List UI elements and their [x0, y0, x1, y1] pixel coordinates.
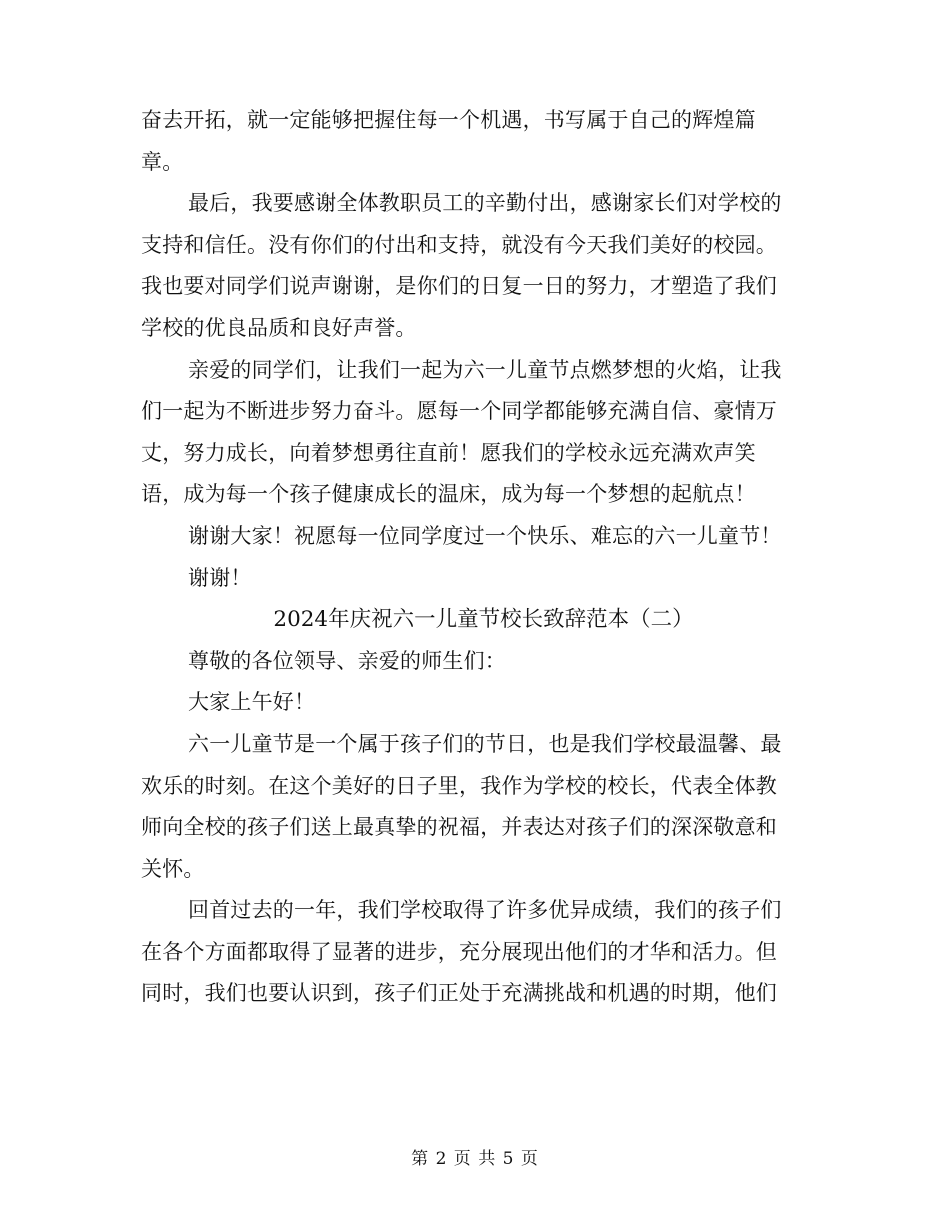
text-line: 谢谢大家！祝愿每一位同学度过一个快乐、难忘的六一儿童节！: [188, 523, 782, 548]
text-line: 谢谢！: [188, 565, 252, 590]
text-line: 尊敬的各位领导、亲爱的师生们：: [188, 648, 506, 673]
section-title: 2024年庆祝六一儿童节校长致辞范本（二）: [273, 607, 694, 633]
text-line: 丈，努力成长，向着梦想勇往直前！愿我们的学校永远充满欢声笑: [141, 440, 756, 465]
text-line: 同时，我们也要认识到，孩子们正处于充满挑战和机遇的时期，他们: [141, 981, 777, 1006]
text-line: 们一起为不断进步努力奋斗。愿每一个同学都能够充满自信、豪情万: [141, 399, 777, 424]
text-line: 六一儿童节是一个属于孩子们的节日，也是我们学校最温馨、最: [188, 731, 782, 756]
page-footer: 第 2 页 共 5 页: [411, 1149, 539, 1169]
document-body: [141, 100, 801, 1015]
text-line: 语，成为每一个孩子健康成长的温床，成为每一个梦想的起航点！: [141, 482, 756, 507]
text-line: 在各个方面都取得了显著的进步，充分展现出他们的才华和活力。但: [141, 939, 777, 964]
text-line: 我也要对同学们说声谢谢，是你们的日复一日的努力，才塑造了我们: [141, 274, 777, 299]
text-line: 关怀。: [141, 856, 205, 881]
text-line: 支持和信任。没有你们的付出和支持，就没有今天我们美好的校园。: [141, 232, 777, 257]
text-line: 大家上午好！: [188, 690, 316, 715]
text-line: 亲爱的同学们，让我们一起为六一儿童节点燃梦想的火焰，让我: [188, 357, 782, 382]
text-line: 欢乐的时刻。在这个美好的日子里，我作为学校的校长，代表全体教: [141, 773, 777, 798]
text-line: 章。: [141, 149, 184, 174]
text-line: 奋去开拓，就一定能够把握住每一个机遇，书写属于自己的辉煌篇: [141, 108, 756, 132]
text-line: 回首过去的一年，我们学校取得了许多优异成绩，我们的孩子们: [188, 898, 782, 923]
text-line: 最后，我要感谢全体教职员工的辛勤付出，感谢家长们对学校的: [188, 191, 782, 216]
text-line: 师向全校的孩子们送上最真挚的祝福，并表达对孩子们的深深敬意和: [141, 815, 777, 840]
text-line: 学校的优良品质和良好声誉。: [141, 315, 417, 340]
